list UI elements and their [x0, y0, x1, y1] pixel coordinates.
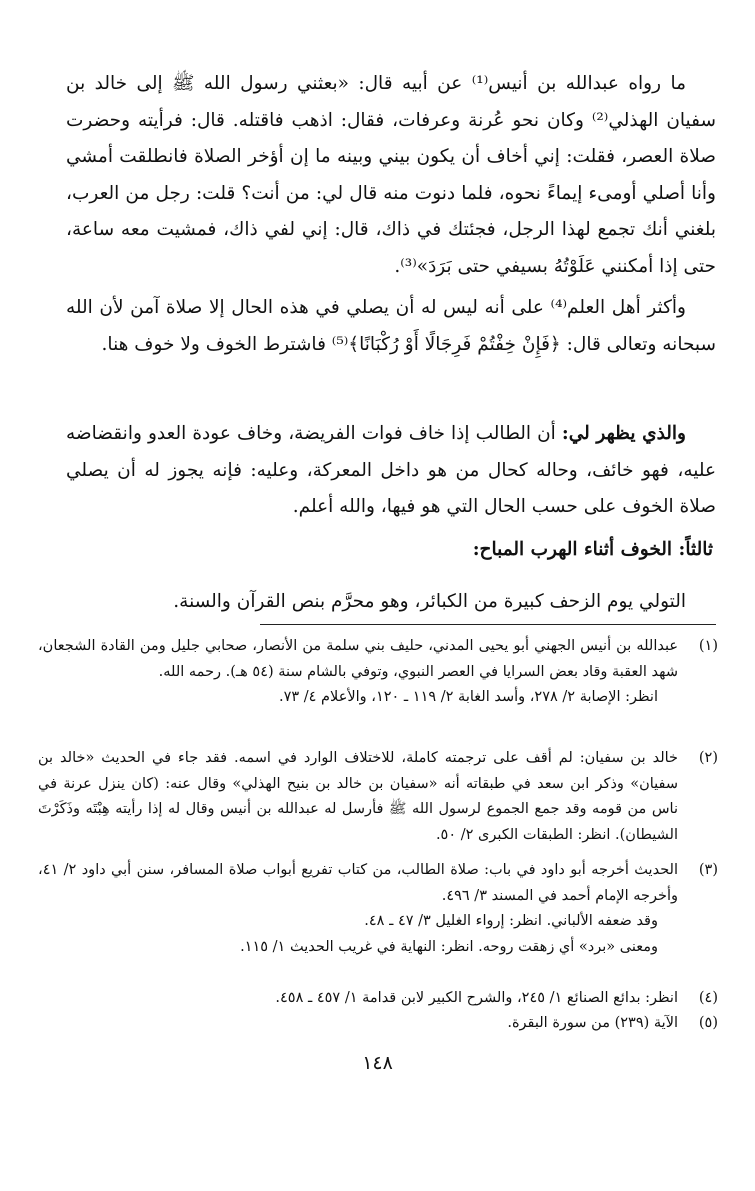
paragraph-fleeing	[66, 584, 716, 621]
paragraph-text	[66, 416, 716, 526]
opinion-rest: أن الطالب إذا خاف فوات الفريضة، وخاف عودة العدو وانقضاضه عليه، فهو خائف، وحاله كحال من هو داخل المعركة، وعليه: فإنه يجوز له أن يصلي صلاة الخوف على حسب الحال التي هو فيها، والله أعلم.	[66, 423, 716, 517]
footnote-text: عبدالله بن أنيس الجهني أبو يحيى المدني، حليف بني سلمة من الأنصار، صحابي جليل ومن القادة الشجعان، شهد العقبة وقاد بعض السرايا في العصر النبوي، وتوفي بالشام سنة (٥٤ هـ). رحمه الله.	[38, 638, 678, 680]
footnote-text: انظر: بدائع الصنائع ١/ ٢٤٥، والشرح الكبير لابن قدامة ١/ ٤٥٧ ـ ٤٥٨.	[275, 990, 678, 1006]
footnote-divider	[260, 624, 716, 625]
footnote-extra: وقد ضعفه الألباني. انظر: إرواء الغليل ٣/ ٤٧ ـ ٤٨.	[364, 913, 658, 929]
footnote-2	[38, 746, 718, 848]
footnote-5	[38, 1011, 718, 1037]
paragraph-text: وأكثر أهل العلم⁽⁴⁾ على أنه ليس له أن يصلي في هذه الحال إلا صلاة آمن لأن الله سبحانه وتعالى قال: ﴿فَإِنْ خِفْتُمْ فَرِجَالًا أَوْ رُكْبَانًا﴾⁽⁵⁾ فاشترط الخوف ولا خوف هنا.	[66, 297, 716, 355]
paragraph-text: ما رواه عبدالله بن أنيس⁽¹⁾ عن أبيه قال: «بعثني رسول الله ﷺ إلى خالد بن سفيان الهذلي⁽²⁾ وكان نحو عُرنة وعرفات، فقال: اذهب فاقتله. قال: فرأيته وحضرت صلاة العصر، فقلت: إني أخاف أن يكون بيني وبينه ما إن أؤخر الصلاة فانطلقت أمشي وأنا أصلي أومىء إيماءً نحوه، فلما دنوت منه قال لي: من أنت؟ قلت: رجل من العرب، بلغني أنك تجمع لهذا الرجل، فجئتك في ذاك، قال: إني لفي ذاك، فمشيت معه ساعة، حتى إذا أمكنني عَلَوْتُهُ بسيفي حتى بَرَدَ»⁽³⁾.	[66, 73, 716, 277]
footnote-number: (٣)	[698, 862, 718, 878]
footnote-text: الآية (٢٣٩) من سورة البقرة.	[507, 1015, 678, 1031]
paragraph-opinion	[66, 416, 716, 526]
paragraph-text: التولي يوم الزحف كبيرة من الكبائر، وهو محرَّم بنص القرآن والسنة.	[173, 591, 686, 612]
footnote-1	[38, 634, 718, 711]
footnote-extra: ومعنى «برد» أي زهقت روحه. انظر: النهاية في غريب الحديث ١/ ١١٥.	[240, 938, 658, 955]
footnote-text: الحديث أخرجه أبو داود في باب: صلاة الطالب، من كتاب تفريع أبواب صلاة المسافر، سنن أبي داود ٢/ ٤١، وأخرجه الإمام أحمد في المسند ٣/ ٤٩٦.	[38, 862, 678, 904]
page-number: ١٤٨	[362, 1052, 393, 1074]
footnote-number: (٢)	[698, 750, 718, 766]
section-heading: ثالثاً: الخوف أثناء الهرب المباح:	[472, 539, 713, 560]
footnote-number: (٤)	[698, 990, 718, 1006]
footnote-number: (٥)	[698, 1015, 718, 1031]
footnote-4	[38, 986, 718, 1012]
footnote-source: انظر: الإصابة ٢/ ٢٧٨، وأسد الغابة ٢/ ١١٩ ـ ١٢٠، والأعلام ٤/ ٧٣.	[278, 689, 658, 705]
paragraph-scholars	[66, 290, 716, 363]
opinion-lead: والذي يظهر لي:	[561, 423, 686, 444]
footnote-3	[38, 858, 718, 960]
paragraph-hadith	[66, 66, 716, 285]
footnote-text: خالد بن سفيان: لم أقف على ترجمته كاملة، للاختلاف الوارد في اسمه. فقد جاء في الحديث «خالد بن سفيان» وذكر ابن سعد في طبقاته أنه «سفيان بن خالد بن بنيح الهذلي» وقال عنه: (كان ينزل عرنة في ناس من قومه وقد جمع الجموع لرسول الله ﷺ فأرسل له عبدالله بن أنيس وقال له إذا رأيته هِبْتَه وذَكَرْتَ الشيطان). انظر: الطبقات الكبرى ٢/ ٥٠.	[38, 750, 678, 843]
footnote-number: (١)	[698, 638, 718, 654]
